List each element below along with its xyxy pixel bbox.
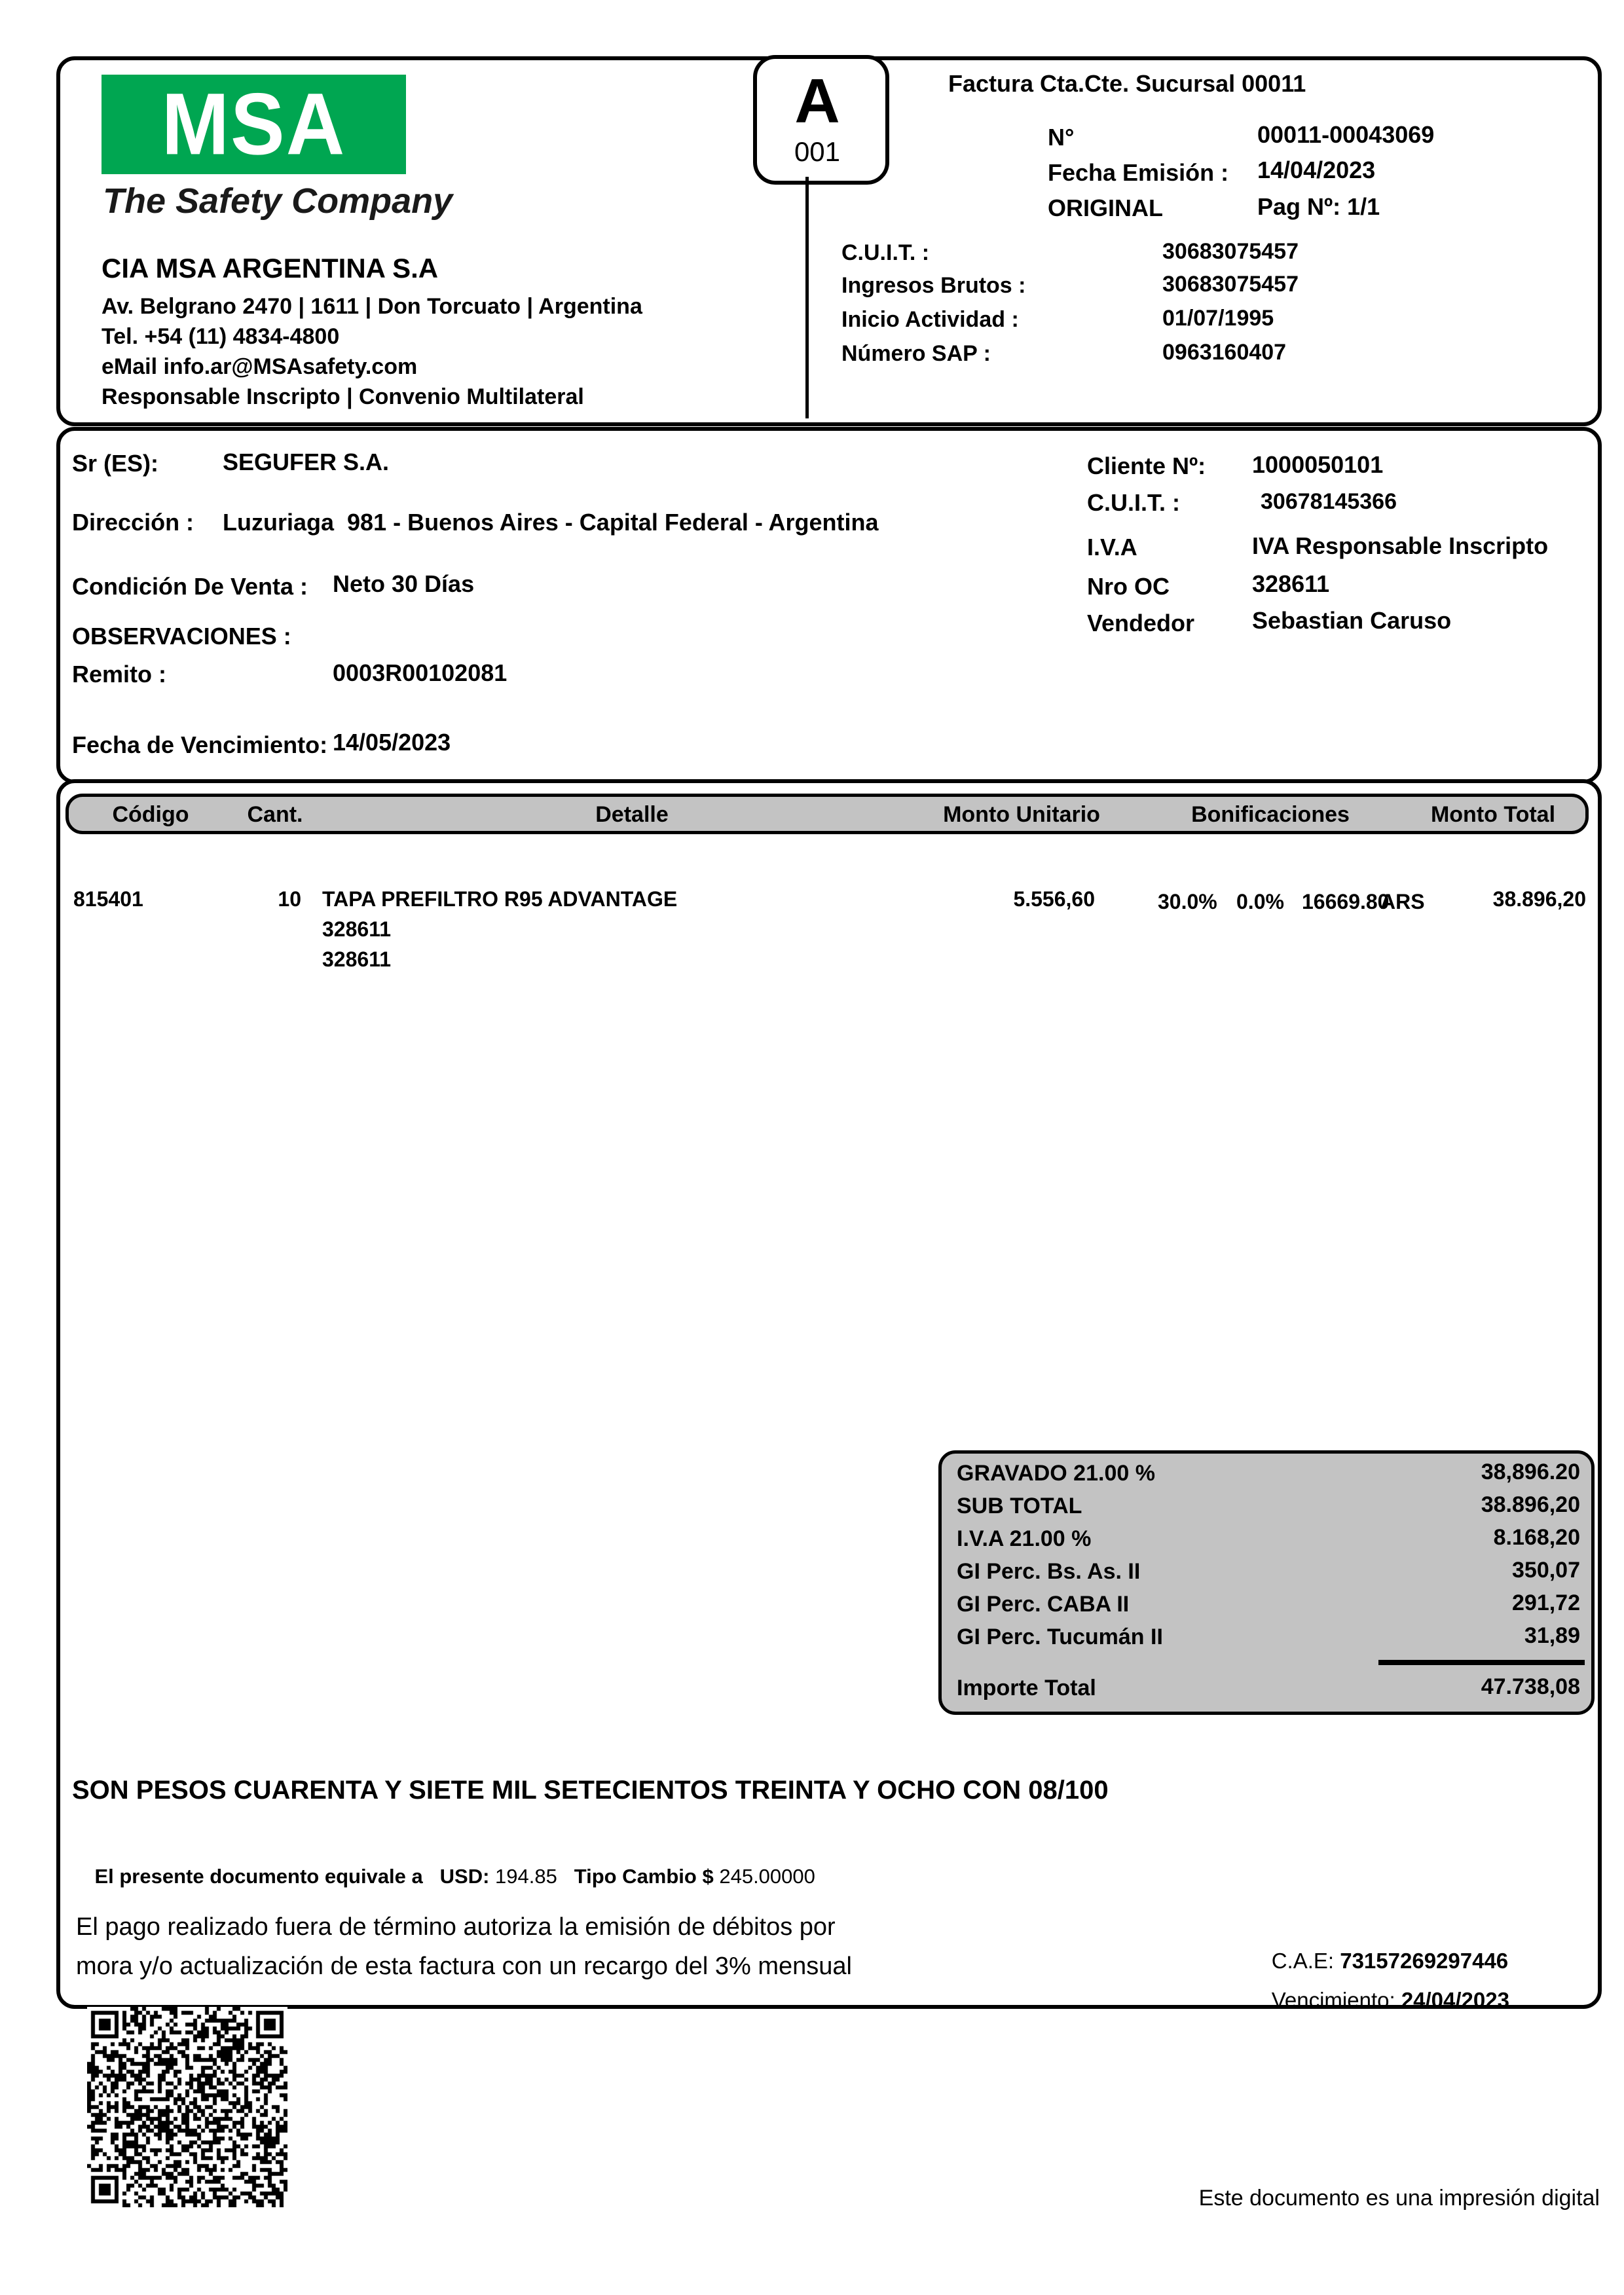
- usd-value: 194.85: [495, 1865, 557, 1888]
- col-header-cant: Cant.: [247, 802, 303, 827]
- seller-cuit-value: 30683075457: [1162, 239, 1299, 264]
- total-row-label: GI Perc. Bs. As. II: [957, 1559, 1141, 1584]
- total-row-value: 8.168,20: [1493, 1525, 1580, 1550]
- total-row-label: GI Perc. CABA II: [957, 1592, 1130, 1617]
- col-header-codigo: Código: [112, 802, 189, 827]
- condicion-venta-label: Condición De Venta :: [72, 573, 308, 600]
- seller-cuit-label: C.U.I.T. :: [841, 240, 930, 265]
- amount-in-words: SON PESOS CUARENTA Y SIETE MIL SETECIENTOS TREINTA Y OCHO CON 08/100: [72, 1776, 1109, 1805]
- observaciones-label: OBSERVACIONES :: [72, 623, 291, 650]
- inicio-actividad-label: Inicio Actividad :: [841, 307, 1019, 332]
- fecha-vencimiento-label: Fecha de Vencimiento:: [72, 731, 328, 758]
- copy-type: ORIGINAL: [1048, 194, 1163, 221]
- digital-print-note: Este documento es una impresión digital: [1198, 2186, 1600, 2211]
- invoice-number-label: N°: [1048, 124, 1075, 151]
- item-detalle-line3: 328611: [322, 947, 392, 971]
- cliente-nro-label: Cliente Nº:: [1087, 452, 1206, 479]
- cae-vencimiento-value: 24/04/2023: [1401, 1988, 1509, 2012]
- legal-note-line1: El pago realizado fuera de término autoriza la emisión de débitos por: [76, 1913, 836, 1941]
- direccion-value: Luzuriaga 981 - Buenos Aires - Capital Federal - Argentina: [223, 509, 879, 536]
- cae-vencimiento-line: [1247, 1963, 1509, 2038]
- seller-iibb-label: Ingresos Brutos :: [841, 273, 1026, 298]
- header-divider-line: [805, 177, 809, 418]
- customer-iva-value: IVA Responsable Inscripto: [1252, 532, 1549, 559]
- numero-sap-label: Número SAP :: [841, 341, 991, 366]
- total-row-value: 291,72: [1512, 1590, 1580, 1615]
- total-row-value: 38,896.20: [1481, 1460, 1580, 1484]
- col-header-bonificaciones: Bonificaciones: [1191, 802, 1350, 827]
- totals-divider-line: [1378, 1660, 1585, 1665]
- issue-date-label: Fecha Emisión :: [1048, 159, 1229, 186]
- vendedor-label: Vendedor: [1087, 610, 1195, 636]
- invoice-type-letter: A: [794, 66, 840, 136]
- customer-cuit-value: 30678145366: [1261, 489, 1397, 514]
- seller-tax-status: Responsable Inscripto | Convenio Multilateral: [101, 384, 584, 409]
- seller-phone: Tel. +54 (11) 4834-4800: [101, 324, 340, 349]
- invoice-number-value: 00011-00043069: [1257, 121, 1435, 148]
- condicion-venta-value: Neto 30 Días: [333, 570, 475, 597]
- page-number: Pag Nº: 1/1: [1257, 193, 1380, 220]
- seller-name: CIA MSA ARGENTINA S.A: [101, 253, 439, 284]
- invoice-type-code: 001: [794, 136, 841, 167]
- cae-vencimiento-label: Vencimiento:: [1271, 1988, 1395, 2012]
- cae-label: C.A.E:: [1271, 1949, 1335, 1973]
- item-codigo: 815401: [73, 887, 143, 911]
- item-bonif-1: 30.0%: [1158, 890, 1217, 913]
- legal-note-line2: mora y/o actualización de esta factura con un recargo del 3% mensual: [76, 1953, 852, 1980]
- col-header-monto-unitario: Monto Unitario: [943, 802, 1100, 827]
- vendedor-value: Sebastian Caruso: [1252, 607, 1452, 634]
- total-row-value: 31,89: [1524, 1623, 1580, 1648]
- total-row-label: SUB TOTAL: [957, 1494, 1082, 1518]
- importe-total-label: Importe Total: [957, 1676, 1096, 1700]
- item-bonif-2: 0.0%: [1236, 890, 1284, 913]
- fecha-vencimiento-value: 14/05/2023: [333, 729, 451, 756]
- numero-sap-value: 0963160407: [1162, 340, 1287, 365]
- remito-value: 0003R00102081: [333, 659, 507, 686]
- col-header-monto-total: Monto Total: [1430, 802, 1556, 827]
- usd-equivalence-line: [72, 1841, 815, 1912]
- equivalence-prefix: El presente documento equivale a: [94, 1865, 423, 1888]
- importe-total-value: 47.738,08: [1481, 1674, 1580, 1699]
- qr-code: [87, 2007, 287, 2207]
- seller-iibb-value: 30683075457: [1162, 272, 1299, 297]
- item-bonif-amount: 16669.80: [1302, 890, 1390, 913]
- cae-value: 73157269297446: [1340, 1949, 1509, 1973]
- total-row-label: I.V.A 21.00 %: [957, 1526, 1092, 1551]
- customer-cuit-label: C.U.I.T. :: [1087, 489, 1180, 516]
- customer-sr-label: Sr (ES):: [72, 450, 159, 477]
- total-row-value: 38.896,20: [1481, 1492, 1580, 1517]
- col-header-detalle: Detalle: [595, 802, 669, 827]
- item-cant: 10: [278, 887, 301, 911]
- invoice-title: Factura Cta.Cte. Sucursal 00011: [948, 70, 1306, 97]
- customer-name: SEGUFER S.A.: [223, 449, 390, 475]
- issue-date-value: 14/04/2023: [1257, 156, 1376, 183]
- total-row-label: GI Perc. Tucumán II: [957, 1625, 1163, 1649]
- item-detalle: TAPA PREFILTRO R95 ADVANTAGE: [322, 887, 678, 911]
- customer-box: [56, 427, 1602, 784]
- total-row-label: GRAVADO 21.00 %: [957, 1461, 1155, 1486]
- tipo-cambio-value: 245.00000: [719, 1865, 815, 1888]
- seller-address: Av. Belgrano 2470 | 1611 | Don Torcuato | Argentina: [101, 294, 642, 319]
- msa-logo: [101, 75, 406, 174]
- item-monto-unitario: 5.556,60: [1013, 887, 1095, 911]
- nro-oc-value: 328611: [1252, 570, 1330, 597]
- msa-tagline: The Safety Company: [103, 181, 453, 221]
- tipo-cambio-label: Tipo Cambio $: [574, 1865, 714, 1888]
- item-currency: ARS: [1380, 890, 1425, 913]
- usd-label: USD:: [439, 1865, 490, 1888]
- seller-email: eMail info.ar@MSAsafety.com: [101, 354, 418, 379]
- inicio-actividad-value: 01/07/1995: [1162, 306, 1274, 331]
- total-row-value: 350,07: [1512, 1558, 1580, 1583]
- remito-label: Remito :: [72, 661, 166, 688]
- nro-oc-label: Nro OC: [1087, 573, 1170, 600]
- msa-logo-text: MSA: [161, 75, 346, 174]
- items-box: [56, 779, 1602, 2009]
- item-detalle-line2: 328611: [322, 917, 392, 941]
- cliente-nro-value: 1000050101: [1252, 451, 1384, 478]
- item-monto-total: 38.896,20: [1492, 887, 1586, 911]
- direccion-label: Dirección :: [72, 509, 194, 536]
- customer-iva-label: I.V.A: [1087, 534, 1137, 560]
